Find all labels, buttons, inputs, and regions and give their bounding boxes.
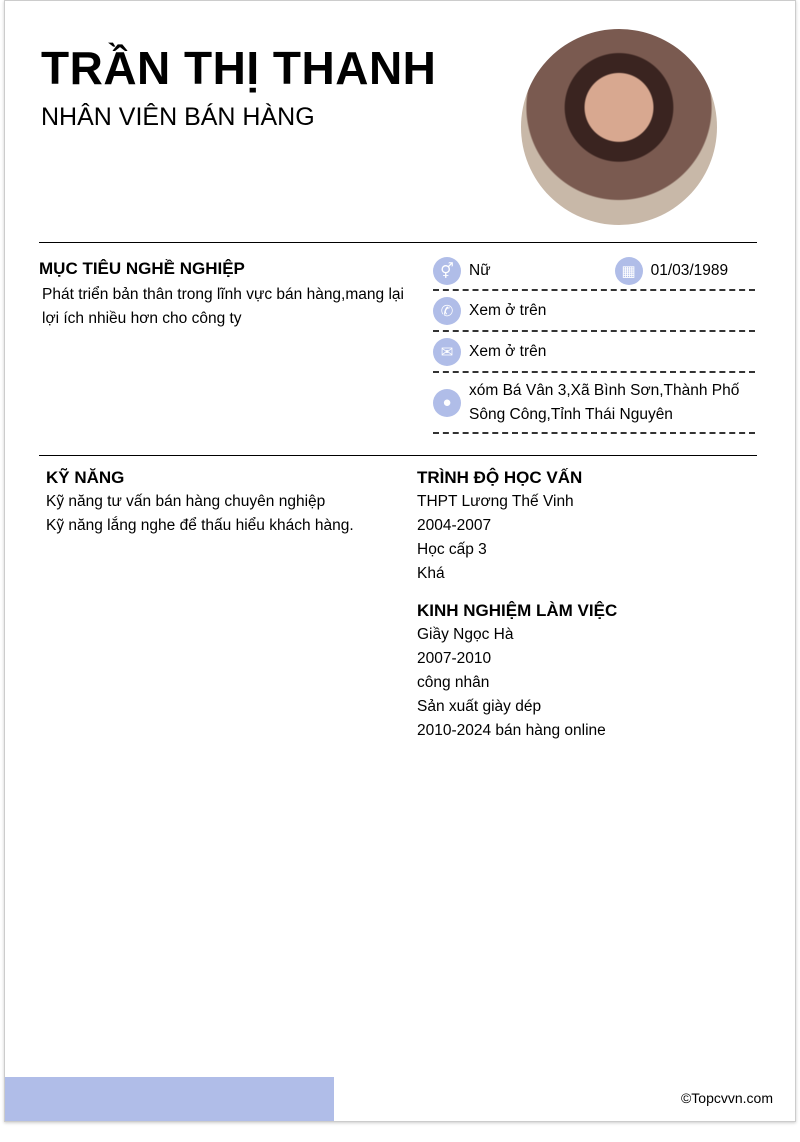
objective-text: Phát triển bản thân trong lĩnh vực bán hàng,mang lại lợi ích nhiều hơn cho công ty (42, 286, 404, 327)
copyright: ©Topcvvn.com (680, 1090, 773, 1106)
info-row-phone (433, 291, 755, 332)
experience-heading: KINH NGHIỆM LÀM VIỆC (417, 601, 618, 620)
education-line: Khá (417, 565, 445, 582)
divider (39, 455, 757, 456)
mail-icon: ✉ (433, 338, 461, 366)
footer-accent-bar (5, 1077, 334, 1121)
candidate-name: TRẦN THỊ THANH (41, 42, 437, 94)
skills-heading: KỸ NĂNG (46, 468, 125, 487)
experience-line: Sản xuất giày dép (417, 698, 542, 715)
divider (39, 242, 757, 243)
skills-list (46, 490, 354, 538)
experience-list (417, 623, 606, 743)
education-list (417, 490, 574, 586)
experience-line: công nhân (417, 674, 490, 691)
birthday-value: 01/03/1989 (650, 262, 729, 279)
gender-value: Nữ (469, 262, 491, 279)
location-pin-icon: ● (433, 389, 461, 417)
objective-heading: MỤC TIÊU NGHỀ NGHIỆP (39, 259, 245, 278)
skill-item: Kỹ năng tư vấn bán hàng chuyên nghiệp (46, 493, 326, 510)
info-row-address (433, 373, 755, 434)
cv-page (4, 0, 796, 1122)
education-heading: TRÌNH ĐỘ HỌC VẤN (417, 468, 583, 487)
phone-value: Xem ở trên (469, 301, 547, 319)
candidate-position: NHÂN VIÊN BÁN HÀNG (41, 103, 315, 131)
experience-line: 2010-2024 bán hàng online (417, 722, 606, 739)
phone-icon: ✆ (433, 297, 461, 325)
experience-line: Giầy Ngọc Hà (417, 626, 514, 643)
education-line: 2004-2007 (417, 517, 492, 534)
email-value: Xem ở trên (469, 342, 547, 360)
address-value: xóm Bá Vân 3,Xã Bình Sơn,Thành Phố Sông Công,Tỉnh Thái Nguyên (469, 381, 740, 423)
education-line: Học cấp 3 (417, 541, 487, 558)
info-row-email (433, 332, 755, 373)
info-row-personal (433, 253, 755, 291)
skill-item: Kỹ năng lắng nghe để thấu hiểu khách hàng. (46, 517, 354, 534)
education-line: THPT Lương Thế Vinh (417, 493, 574, 510)
calendar-icon: ▦ (615, 257, 643, 285)
experience-line: 2007-2010 (417, 650, 492, 667)
gender-icon: ⚥ (433, 257, 461, 285)
profile-photo (521, 29, 717, 225)
